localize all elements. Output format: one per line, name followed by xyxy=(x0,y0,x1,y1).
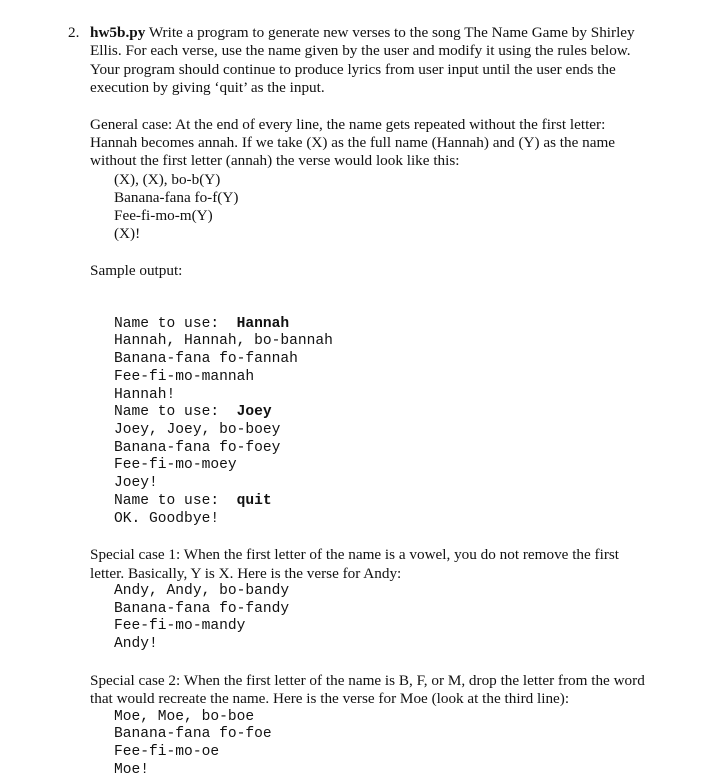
verse-line: Andy! xyxy=(114,636,158,653)
user-input: Joey xyxy=(236,404,272,421)
general-case-paragraph: General case: At the end of every line, the name gets repeated without the first letter: Hannah becomes annah. If we take (X) as the full name (Hannah) and (Y) as the name without the first letter (annah) the verse would look like this: xyxy=(90,115,616,170)
verse-line: Andy, Andy, bo-bandy xyxy=(114,583,290,600)
verse-line: Fee-fi-mo-oe xyxy=(114,744,220,761)
verse-line: Banana-fana fo-f(Y) xyxy=(114,189,239,207)
verse-line: Banana-fana fo-fandy xyxy=(114,600,290,617)
user-input: Hannah xyxy=(236,315,290,332)
output-line: Fee-fi-mo-mannah xyxy=(114,368,255,385)
filename: hw5b.py xyxy=(90,24,146,41)
verse-line: Moe! xyxy=(114,761,150,778)
verse-line: Fee-fi-mo-m(Y) xyxy=(114,207,213,225)
output-line: Name to use: Hannah xyxy=(114,315,290,332)
special-case-2-paragraph: Special case 2: When the first letter of the name is B, F, or M, drop the letter from the word that would recreate the name. Here is the verse for Moe (look at the third line): xyxy=(90,671,645,708)
sample-output-heading: Sample output: xyxy=(90,261,183,279)
special-case-1-verse xyxy=(114,583,648,654)
user-input: quit xyxy=(236,492,272,509)
verse-line: (X)! xyxy=(114,225,141,243)
output-line: Banana-fana fo-fannah xyxy=(114,351,298,368)
output-line: OK. Goodbye! xyxy=(114,510,220,527)
output-line: Name to use: Joey xyxy=(114,404,272,421)
assignment-item xyxy=(68,24,648,779)
output-line: Joey, Joey, bo-boey xyxy=(114,421,281,438)
verse-line: Banana-fana fo-foe xyxy=(114,726,272,743)
verse-line: (X), (X), bo-b(Y) xyxy=(114,170,221,188)
output-line: Fee-fi-mo-moey xyxy=(114,457,237,474)
output-line: Banana-fana fo-foey xyxy=(114,439,281,456)
special-case-1-paragraph: Special case 1: When the first letter of the name is a vowel, you do not remove the first letter. Basically, Y is X. Here is the verse for Andy: xyxy=(90,546,620,582)
intro-paragraph xyxy=(90,24,648,98)
sample-output-block xyxy=(114,298,648,528)
item-number: 2. xyxy=(68,24,80,41)
verse-line: Fee-fi-mo-mandy xyxy=(114,618,246,635)
output-line: Joey! xyxy=(114,475,158,492)
output-line: Hannah! xyxy=(114,386,176,403)
cropped-previous-text xyxy=(115,0,375,1)
item-body xyxy=(90,24,648,779)
special-case-2-verse xyxy=(114,709,648,779)
verse-line: Moe, Moe, bo-boe xyxy=(114,708,255,725)
general-case-verse xyxy=(114,171,648,244)
intro-text: Write a program to generate new verses to the song The Name Game by Shirley Ellis. For each verse, use the name given by the user and modify it using the rules below. Your program should continue to produce lyrics from user input until the user ends the execution by giving ‘quit’ as the input. xyxy=(90,24,635,97)
output-line: Name to use: quit xyxy=(114,492,272,509)
output-line: Hannah, Hannah, bo-bannah xyxy=(114,333,333,350)
